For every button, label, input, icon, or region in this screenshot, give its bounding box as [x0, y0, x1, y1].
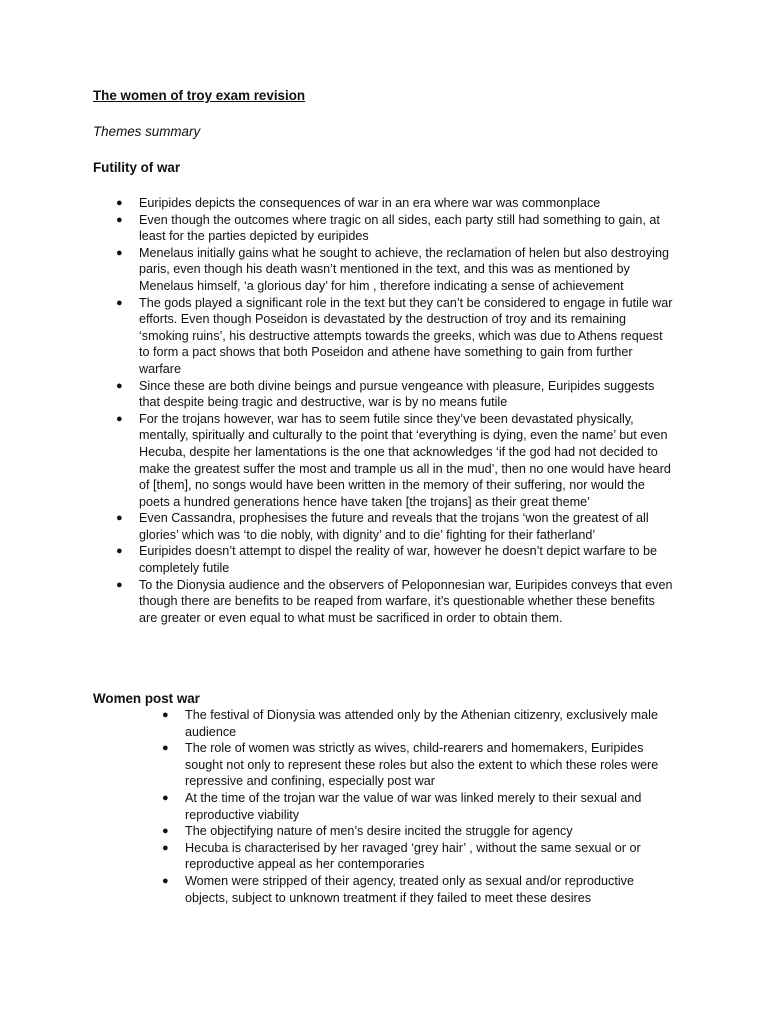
document-subtitle: Themes summary [93, 124, 201, 139]
bullet-icon: ● [116, 246, 123, 259]
list-item [116, 411, 676, 511]
section-heading-futility: Futility of war [93, 160, 181, 175]
bullet-icon: ● [116, 296, 123, 309]
list-item [116, 195, 676, 212]
list-item-text: Euripides depicts the consequences of war in an era where war was commonplace [139, 196, 601, 210]
women-bullet-list [162, 707, 662, 906]
list-item-text: Menelaus initially gains what he sought to achieve, the reclamation of helen but also destroying paris, even though his death wasn’t mentioned in the text, and this was as mentioned by Menelaus himself, ‘a glorious day’ for him , therefore indicating a sense of achievement [139, 245, 669, 293]
bullet-icon: ● [162, 825, 169, 838]
list-item [116, 212, 676, 245]
list-item [116, 245, 676, 295]
list-item [116, 577, 676, 627]
list-item-text: The gods played a significant role in the text but they can’t be considered to engage in futile war efforts. Even though Poseidon is devastated by the destruction of troy and its remaining ‘smoking ruins’, his destructive attempts towards the greeks, which was due to Athens request to form a pact shows that both Poseidon and athene have something to gain from further warfare [139, 295, 673, 376]
list-item [162, 840, 662, 873]
bullet-icon: ● [116, 412, 123, 425]
list-item-text: Hecuba is characterised by her ravaged ‘grey hair’ , without the same sexual or or reproductive appeal as her contemporaries [185, 840, 641, 872]
list-item [116, 510, 676, 543]
list-item-text: The role of women was strictly as wives, child-rearers and homemakers, Euripides sought not only to represent these roles but also the extent to which these roles were repressive and confining, especially post war [185, 741, 659, 789]
futility-bullet-list [116, 195, 676, 626]
document-title: The women of troy exam revision [93, 88, 306, 103]
list-item-text: To the Dionysia audience and the observers of Peloponnesian war, Euripides conveys that even though there are benefits to be reaped from warfare, it’s questionable whether these benefits are greater or even equal to what must be sacrificed in order to obtain them. [139, 577, 673, 625]
bullet-icon: ● [162, 841, 169, 854]
list-item-text: Even though the outcomes where tragic on all sides, each party still had something to gain, at least for the parties depicted by euripides [139, 212, 660, 244]
list-item-text: Euripides doesn’t attempt to dispel the reality of war, however he doesn’t depict warfare to be completely futile [139, 544, 658, 576]
list-item [162, 873, 662, 906]
list-item [162, 790, 662, 823]
bullet-icon: ● [116, 512, 123, 525]
bullet-icon: ● [116, 213, 123, 226]
list-item [162, 823, 662, 840]
list-item-text: The objectifying nature of men’s desire incited the struggle for agency [185, 824, 573, 839]
list-item [116, 378, 676, 411]
list-item-text: Even Cassandra, prophesises the future and reveals that the trojans ‘won the greatest of all glories’ which was ‘to die nobly, with dignity’ and to die’ fighting for their fatherland’ [139, 511, 649, 542]
list-item-text: Since these are both divine beings and pursue vengeance with pleasure, Euripides suggests that despite being tragic and destructive, war is by no means futile [139, 378, 655, 410]
list-item [162, 707, 662, 740]
list-item [116, 543, 676, 576]
list-item-text: The festival of Dionysia was attended only by the Athenian citizenry, exclusively male audience [185, 708, 658, 739]
bullet-icon: ● [162, 791, 169, 804]
section-heading-women: Women post war [93, 691, 200, 706]
list-item [162, 740, 662, 790]
bullet-icon: ● [162, 874, 169, 887]
list-item-text: At the time of the trojan war the value of war was linked merely to their sexual and reproductive viability [185, 790, 642, 822]
bullet-icon: ● [162, 742, 169, 755]
bullet-icon: ● [162, 709, 169, 721]
list-item-text: Women were stripped of their agency, treated only as sexual and/or reproductive objects, subject to unknown treatment if they failed to meet these desires [185, 873, 634, 905]
list-item [116, 295, 676, 378]
bullet-icon: ● [116, 545, 123, 558]
bullet-icon: ● [116, 578, 123, 591]
list-item-text: For the trojans however, war has to seem futile since they’ve been devastated physically, mentally, spiritually and culturally to the point that ‘everything is dying, even the name’ but even Hecuba, despite her lamentations is the one that acknowledges ‘if the god had not decided to make the greatest suffer the most and trample us all in the mud’, then no one would have heard of [them], no songs would have been written in the memory of their suffering, nor would the poets a hundred generations hence have taken [the trojans] as their great theme’ [139, 411, 671, 509]
bullet-icon: ● [116, 379, 123, 392]
bullet-icon: ● [116, 197, 123, 209]
